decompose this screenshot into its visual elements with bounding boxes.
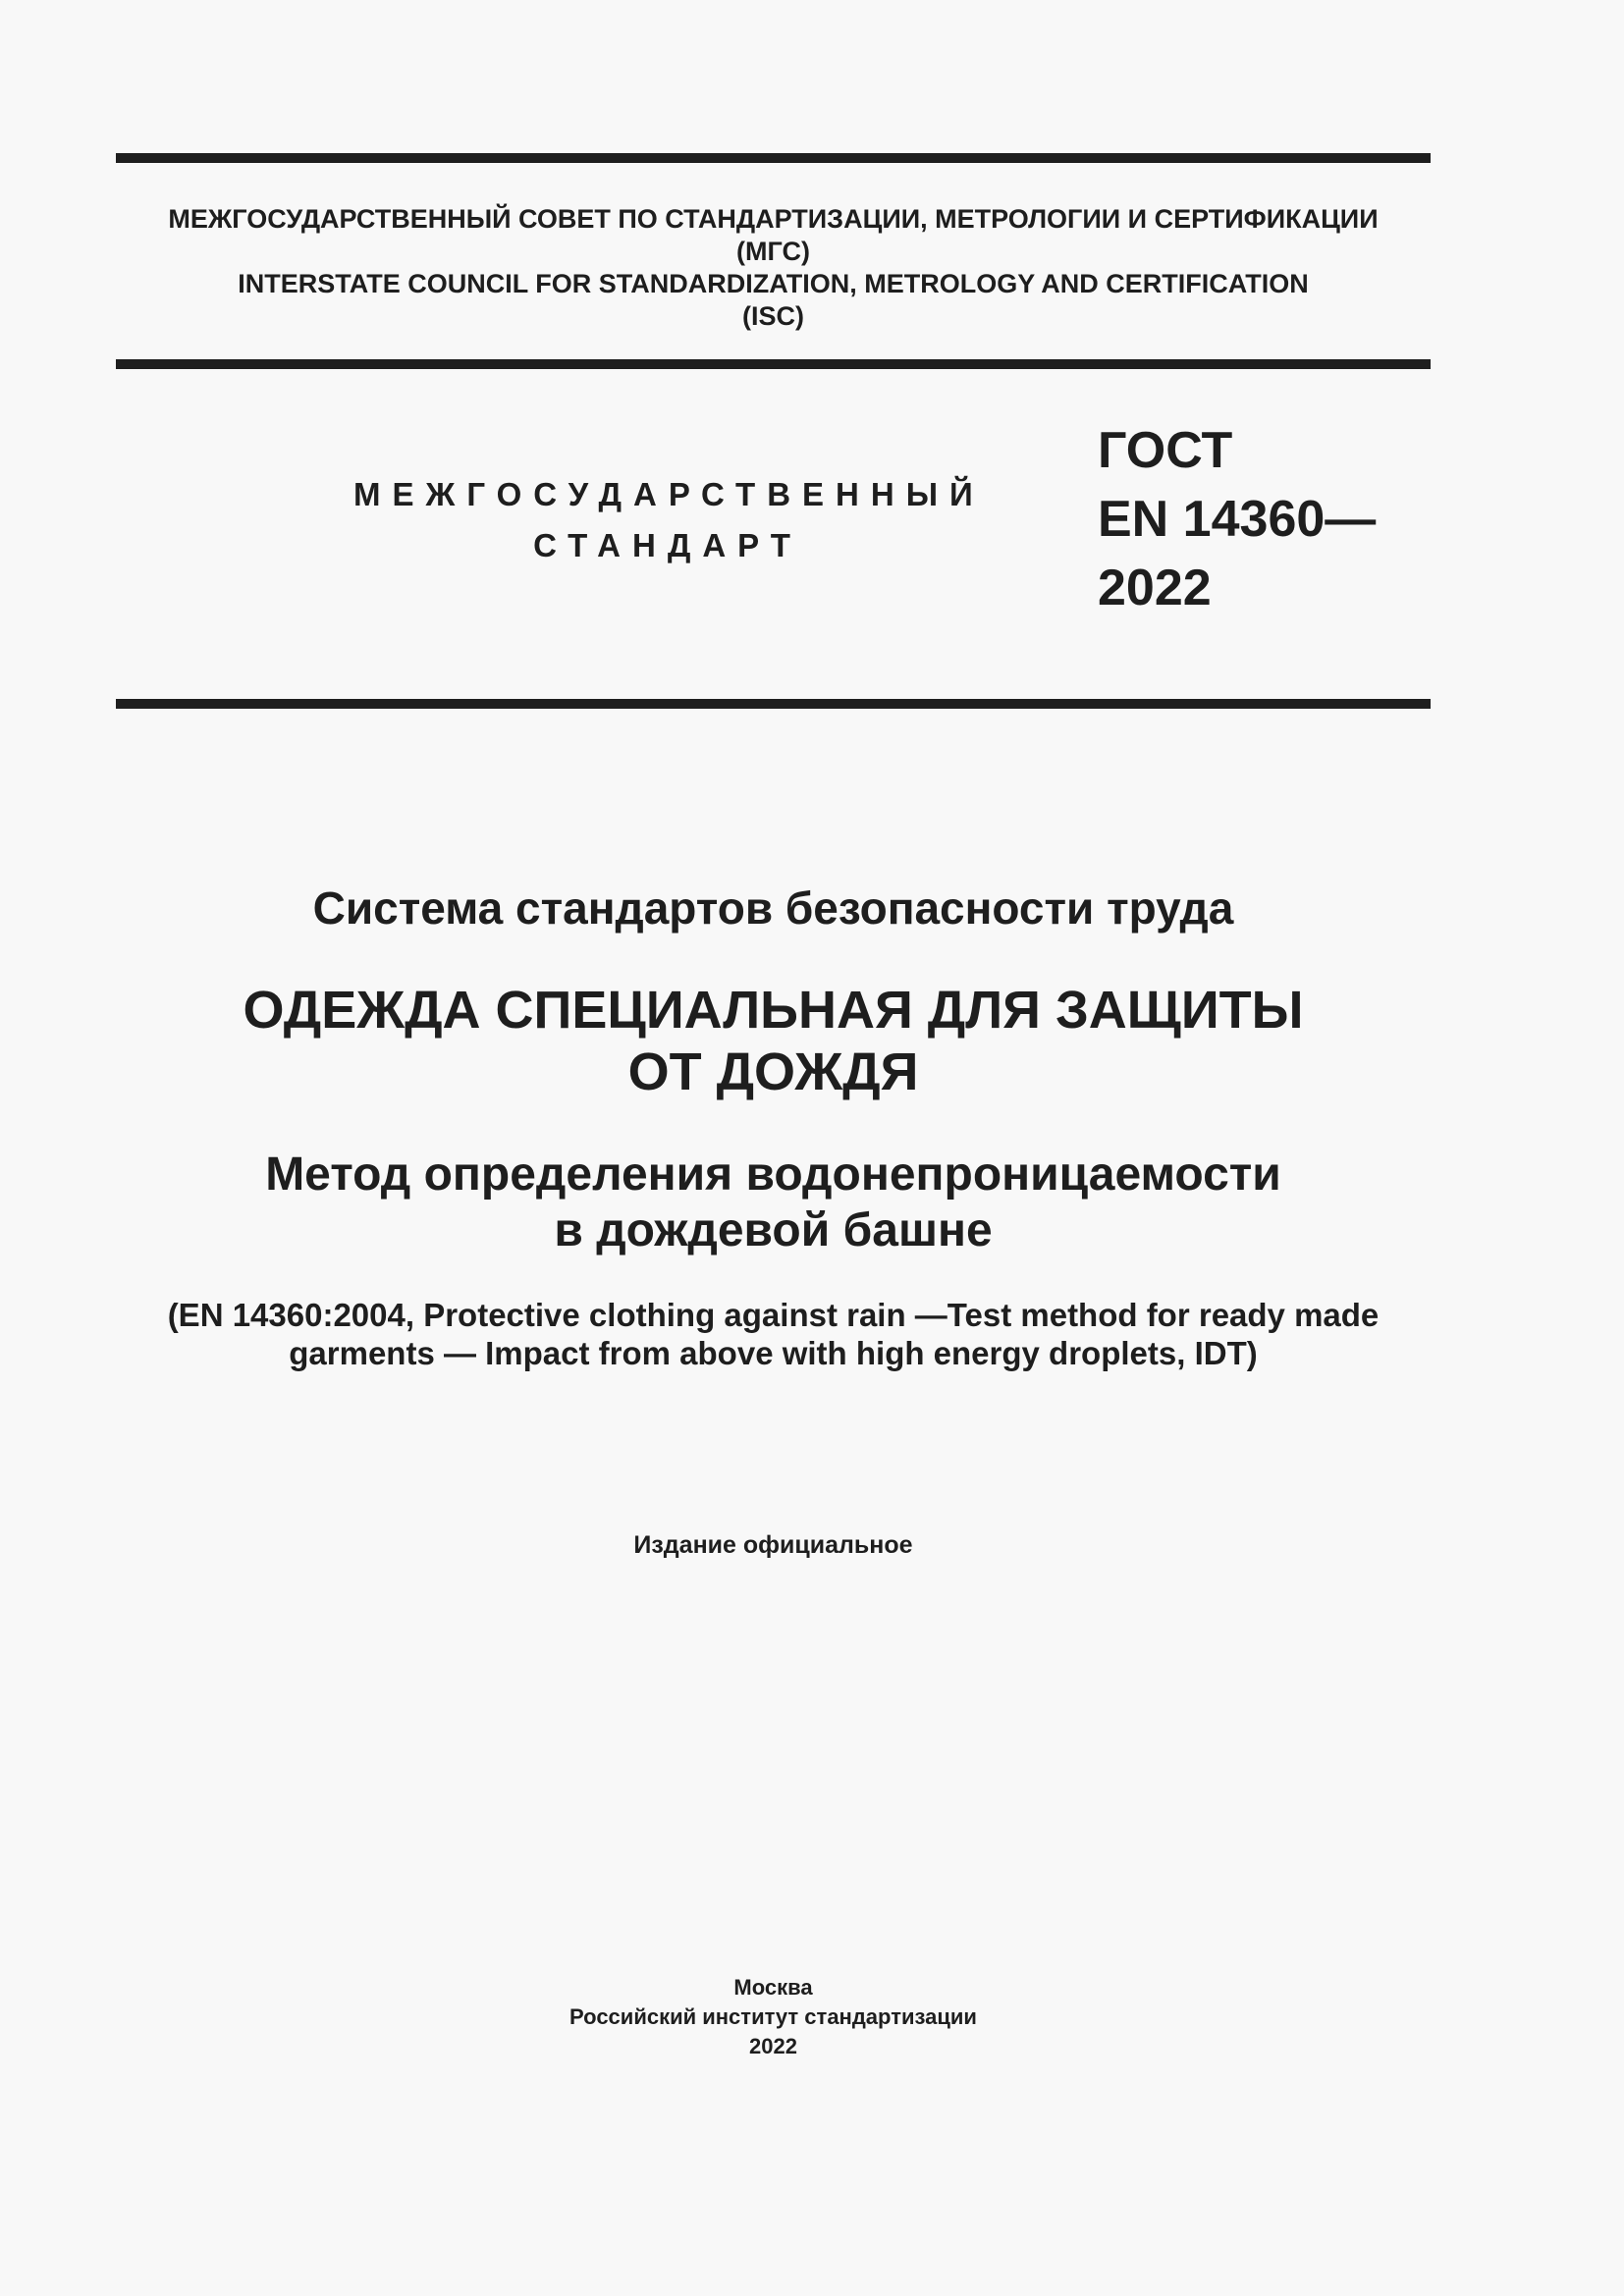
- council-bottom-rule: [116, 359, 1431, 369]
- series-title: Система стандартов безопасности труда: [312, 882, 1234, 934]
- imprint-year: 2022: [749, 2034, 797, 2058]
- standard-type-line2: СТАНДАРТ: [533, 527, 802, 563]
- designation-line3: 2022: [1098, 560, 1212, 616]
- council-en-abbr: (ISC): [742, 301, 804, 331]
- edition-note: Издание официальное: [633, 1531, 913, 1559]
- main-title: [116, 980, 1431, 1103]
- main-title-line2: ОТ ДОЖДЯ: [627, 1042, 919, 1101]
- designation-line1: ГОСТ: [1098, 422, 1233, 479]
- council-ru-name: МЕЖГОСУДАРСТВЕННЫЙ СОВЕТ ПО СТАНДАРТИЗАЦИИ, МЕТРОЛОГИИ И СЕРТИФИКАЦИИ: [168, 204, 1379, 234]
- subtitle: [116, 1147, 1431, 1258]
- top-rule: [116, 153, 1431, 163]
- imprint: [116, 1973, 1431, 2061]
- imprint-publisher: Российский институт стандартизации: [569, 2004, 977, 2029]
- council-en-name: INTERSTATE COUNCIL FOR STANDARDIZATION, METROLOGY AND CERTIFICATION: [238, 269, 1309, 298]
- standard-designation: [1098, 416, 1376, 622]
- designation-line2: EN 14360—: [1098, 491, 1377, 548]
- imprint-city: Москва: [733, 1975, 813, 2000]
- standard-type-label: [353, 469, 985, 571]
- council-header: [116, 203, 1431, 333]
- subtitle-line2: в дождевой башне: [554, 1204, 993, 1256]
- standard-type-line1: МЕЖГОСУДАРСТВЕННЫЙ: [353, 476, 985, 512]
- designation-bottom-rule: [116, 699, 1431, 709]
- reference-line1: (EN 14360:2004, Protective clothing against rain —Test method for ready made: [167, 1297, 1380, 1333]
- international-reference: [116, 1296, 1431, 1372]
- main-title-line1: ОДЕЖДА СПЕЦИАЛЬНАЯ ДЛЯ ЗАЩИТЫ: [243, 981, 1304, 1040]
- council-ru-abbr: (МГС): [736, 237, 810, 266]
- subtitle-line1: Метод определения водонепроницаемости: [265, 1148, 1281, 1201]
- reference-line2: garments — Impact from above with high energy droplets, IDT): [289, 1335, 1258, 1371]
